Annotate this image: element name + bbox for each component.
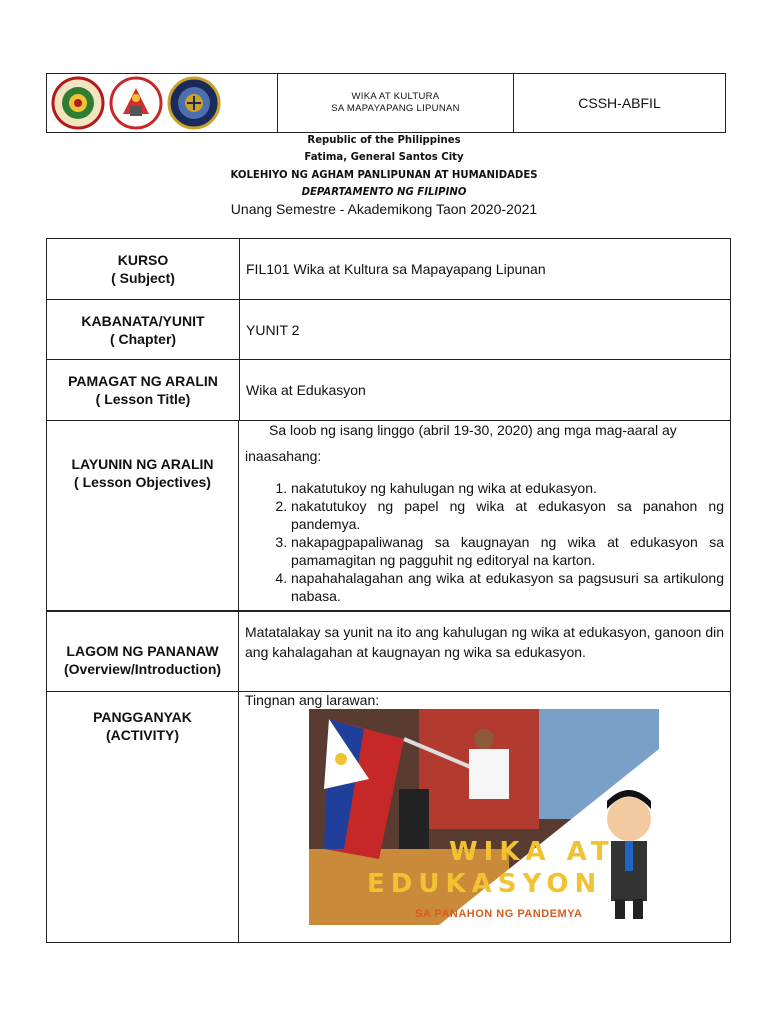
- activity-image: [309, 709, 659, 925]
- objectives-intro-2: inaasahang:: [245, 448, 322, 464]
- college-line: KOLEHIYO NG AGHAM PANLIPUNAN AT HUMANIDADES: [230, 168, 538, 181]
- row-label: [47, 692, 239, 942]
- row-label: [47, 612, 239, 691]
- header-code: CSSH-ABFIL: [578, 95, 661, 111]
- header-line-2: SA MAPAYAPANG LIPUNAN: [331, 103, 460, 114]
- activity-lead: Tingnan ang larawan:: [245, 692, 380, 708]
- image-subtitle: SA PANAHON NG PANDEMYA: [415, 908, 583, 920]
- row-kurso: [47, 239, 730, 300]
- label-main: PANGGANYAK: [93, 709, 192, 725]
- row-pamagat: [47, 360, 730, 421]
- row-label: [47, 239, 240, 299]
- row-label: [47, 300, 240, 359]
- image-title-line2: EDUKASYON: [367, 869, 603, 899]
- label-main: LAGOM NG PANANAW: [66, 642, 219, 659]
- label-sub: ( Lesson Title): [95, 391, 191, 407]
- department-line: DEPARTAMENTO NG FILIPINO: [301, 185, 467, 198]
- row-label: [47, 360, 240, 420]
- row-lagom: [47, 612, 730, 692]
- lesson-table: [46, 238, 731, 943]
- list-item: 3. nakapagpapaliwanag sa kaugnayan ng wika at edukasyon sa pamamagitan ng pagguhit ng editoryal na karton.: [291, 533, 724, 569]
- row-value: YUNIT 2: [246, 321, 300, 338]
- college-seal-icon: [109, 76, 163, 130]
- row-label: [47, 421, 239, 610]
- row-pangganyak: [47, 692, 730, 942]
- label-main: PAMAGAT NG ARALIN: [68, 373, 218, 389]
- header-line-1: WIKA AT KULTURA: [351, 91, 440, 102]
- row-value: FIL101 Wika at Kultura sa Mapayapang Lipunan: [246, 261, 546, 277]
- university-seal-icon: [51, 76, 105, 130]
- list-item: 2. nakatutukoy ng papel ng wika at edukasyon sa panahon ng pandemya.: [291, 497, 724, 533]
- row-value: Matatalakay sa yunit na ito ang kahulugan ng wika at edukasyon, ganoon din ang kahalagahan at kaugnayan ng wika sa edukasyon.: [245, 624, 724, 660]
- objectives-list: [245, 479, 724, 605]
- country-line: Republic of the Philippines: [307, 133, 461, 146]
- objectives-intro: Sa loob ng isang linggo (abril 19-30, 2020) ang mga mag-aaral ay: [269, 422, 677, 438]
- image-title-line1: WIKA AT: [449, 837, 615, 867]
- label-sub: ( Subject): [111, 270, 175, 286]
- logo-group: [47, 74, 278, 132]
- label-main: LAYUNIN NG ARALIN: [71, 456, 214, 472]
- semester-line: Unang Semestre - Akademikong Taon 2020-2021: [230, 201, 538, 217]
- row-layunin: [47, 421, 730, 612]
- document-header: [46, 73, 726, 133]
- row-value: Wika at Edukasyon: [246, 382, 366, 398]
- objectives-content: [239, 421, 730, 610]
- label-main: KURSO: [117, 252, 169, 268]
- list-item: 4. napahahalagahan ang wika at edukasyon sa pagsusuri sa artikulong nabasa.: [291, 569, 724, 605]
- label-sub: ( Lesson Objectives): [74, 474, 211, 490]
- row-kabanata: [47, 300, 730, 360]
- label-sub: (Overview/Introduction): [63, 660, 222, 677]
- list-item: 1. nakatutukoy ng kahulugan ng wika at edukasyon.: [291, 479, 724, 497]
- label-sub: ( Chapter): [109, 330, 177, 347]
- department-seal-icon: [167, 76, 221, 130]
- header-course-title: [278, 74, 514, 132]
- label-main: KABANATA/YUNIT: [81, 312, 205, 329]
- label-sub: (ACTIVITY): [105, 727, 180, 743]
- location-line: Fatima, General Santos City: [304, 150, 464, 163]
- activity-content: [239, 692, 730, 942]
